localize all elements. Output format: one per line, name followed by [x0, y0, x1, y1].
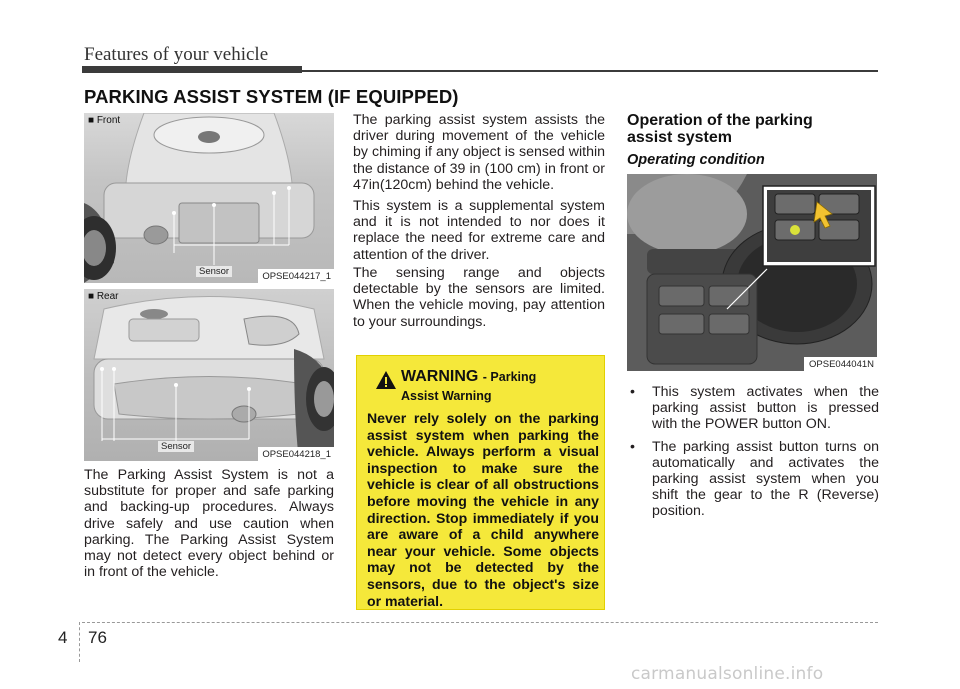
rear-sensor-photo — [84, 289, 334, 461]
console-button-photo — [627, 174, 877, 371]
header-bar — [82, 66, 302, 73]
warning-triangle-icon — [375, 370, 397, 390]
sensor-label-rear: Sensor — [158, 441, 194, 452]
rear-car-illustration — [84, 289, 334, 461]
footer-rule — [82, 622, 878, 623]
section-title: PARKING ASSIST SYSTEM (IF EQUIPPED) — [84, 86, 459, 107]
list-item: • The parking assist button turns on automatically and activates the parking assist system when you shift the gear to the R (Reverse) position. — [627, 439, 879, 520]
warning-subtitle-2: Assist Warning — [401, 389, 492, 403]
page-number: 76 — [88, 628, 107, 647]
right-heading: Operation of the parking assist system — [627, 112, 813, 146]
sensor-label-front: Sensor — [196, 266, 232, 277]
warning-heading — [401, 368, 536, 386]
header-title: Features of your vehicle — [84, 44, 269, 65]
page-divider — [79, 622, 80, 662]
list-item: • This system activates when the parking assist button is pressed with the POWER button ON. — [627, 384, 879, 433]
warning-subtitle-1: - Parking — [482, 370, 537, 384]
middle-paragraph-2: This system is a supplemental system and it is not intended to nor does it replace the need for extreme care and attention of the driver. — [353, 198, 605, 263]
operating-condition-list — [627, 384, 879, 526]
left-paragraph: The Parking Assist System is not a substitute for proper and safe parking and backing-up procedures. Always drive safely and use caution when parking. The Parking Assist System may not detect every object behind or in front of the vehicle. — [84, 467, 334, 581]
middle-paragraph-3: The sensing range and objects detectable by the sensors are limited. When the vehicle moving, pay attention to your surroundings. — [353, 265, 605, 330]
watermark: carmanualsonline.info — [631, 664, 824, 684]
warning-body: Never rely solely on the parking assist system when parking the vehicle. Always perform a visual inspection to make sure the vehicle is clear of all obstructions before moving the vehicle in any direction. Stop immediately if you are aware of a child anywhere near your vehicle. Some objects may not be detected by the sensors, due to the object's size or material. — [367, 410, 599, 609]
figure-code-rear: OPSE044218_1 — [258, 447, 334, 461]
front-car-illustration — [84, 113, 334, 283]
figure-code-console: OPSE044041N — [804, 357, 877, 371]
photo-tag-front: ■ Front — [88, 115, 121, 126]
console-illustration — [627, 174, 877, 371]
chapter-number: 4 — [58, 628, 68, 647]
middle-paragraph-1: The parking assist system assists the driver during movement of the vehicle by chiming if any object is sensed within the distance of 39 in (100 cm) in front or 47in(120cm) behind the vehicle. — [353, 112, 605, 193]
warning-title: WARNING — [401, 368, 479, 385]
header-rule — [300, 70, 878, 72]
front-sensor-photo — [84, 113, 334, 283]
photo-tag-rear: ■ Rear — [88, 291, 119, 302]
right-subheading: Operating condition — [627, 152, 765, 168]
warning-box — [356, 355, 605, 610]
figure-code-front: OPSE044217_1 — [258, 269, 334, 283]
